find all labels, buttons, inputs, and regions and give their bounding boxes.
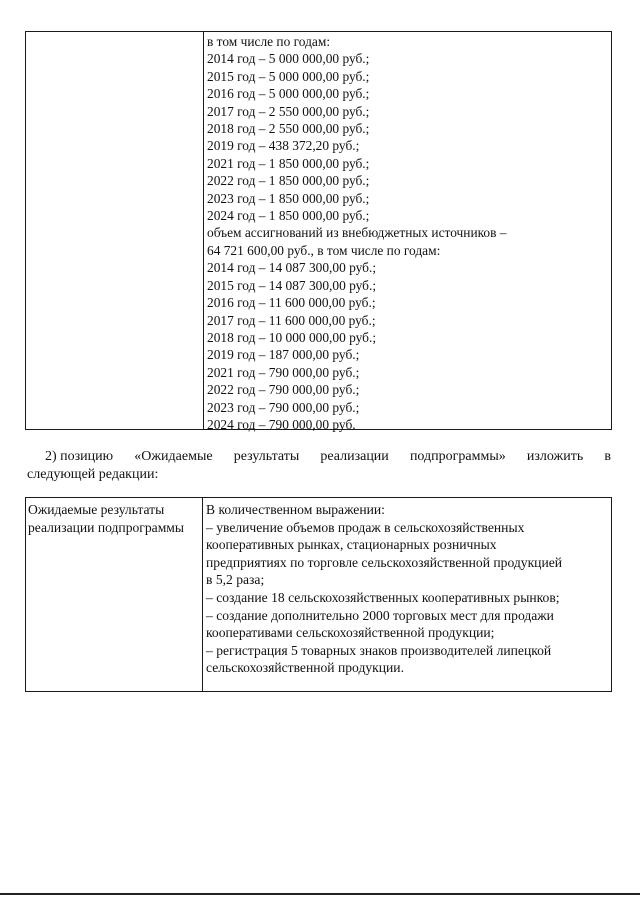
paragraph-word: «Ожидаемые — [134, 449, 213, 464]
expected-results-table — [25, 497, 612, 692]
financing-line: 2022 год – 790 000,00 руб.; — [207, 382, 360, 398]
paragraph-word: подпрограммы» — [409, 449, 506, 464]
financing-line: 2018 год – 2 550 000,00 руб.; — [207, 121, 370, 137]
financing-line: 2021 год – 790 000,00 руб.; — [207, 364, 360, 380]
amendment-paragraph — [27, 448, 611, 484]
expected-results-label: Ожидаемые результаты — [28, 502, 165, 517]
financing-line: 2015 год – 14 087 300,00 руб.; — [207, 277, 377, 293]
financing-line: 2014 год – 5 000 000,00 руб.; — [207, 51, 370, 67]
expected-results-line: – регистрация 5 товарных знаков производителей липецкой — [206, 642, 552, 658]
financing-line: 2016 год – 11 600 000,00 руб.; — [207, 295, 376, 311]
financing-line: 2024 год – 790 000,00 руб. — [207, 416, 356, 432]
amendment-paragraph-line-1 — [27, 448, 611, 466]
financing-line: 2018 год – 10 000 000,00 руб.; — [207, 329, 377, 345]
expected-results-content-cell — [203, 498, 611, 691]
expected-results-line: – увеличение объемов продаж в сельскохозяйственных — [206, 519, 525, 535]
expected-results-line: в 5,2 раза; — [206, 572, 265, 588]
financing-table-right-cell — [204, 32, 611, 432]
financing-line: объем ассигнований из внебюджетных источников – — [207, 225, 507, 241]
financing-line: 2014 год – 14 087 300,00 руб.; — [207, 260, 377, 276]
financing-table — [25, 31, 612, 430]
financing-table-left-cell — [26, 32, 204, 429]
financing-line: 2021 год – 1 850 000,00 руб.; — [207, 155, 370, 171]
financing-line: 2022 год – 1 850 000,00 руб.; — [207, 173, 370, 189]
expected-results-line: кооперативных рынках, стационарных розничных — [206, 537, 497, 553]
paragraph-word: 2) позицию — [45, 449, 114, 464]
financing-line: 2024 год – 1 850 000,00 руб.; — [207, 208, 370, 224]
financing-line: 2017 год – 11 600 000,00 руб.; — [207, 312, 376, 328]
expected-results-line: – создание дополнительно 2000 торговых мест для продажи — [206, 607, 554, 623]
expected-results-label-cell — [26, 498, 203, 691]
financing-line: в том числе по годам: — [207, 34, 331, 49]
expected-results-line: В количественном выражении: — [206, 502, 385, 517]
expected-results-line: сельскохозяйственной продукции. — [206, 660, 404, 676]
paragraph-word: в — [604, 449, 611, 464]
financing-line: 64 721 600,00 руб., в том числе по годам: — [207, 242, 441, 258]
financing-line: 2016 год – 5 000 000,00 руб.; — [207, 86, 370, 102]
amendment-paragraph-line-2: следующей редакции: — [27, 467, 159, 482]
page-bottom-rule — [0, 893, 640, 895]
expected-results-line: предприятиях по торговле сельскохозяйственной продукцией — [206, 554, 563, 570]
expected-results-label: реализации подпрограммы — [28, 519, 185, 535]
financing-line: 2023 год – 1 850 000,00 руб.; — [207, 190, 370, 206]
expected-results-line: кооперативами сельскохозяйственной продукции; — [206, 625, 495, 641]
financing-line: 2023 год – 790 000,00 руб.; — [207, 399, 360, 415]
paragraph-word: реализации — [320, 449, 389, 464]
financing-line: 2019 год – 187 000,00 руб.; — [207, 347, 360, 363]
paragraph-word: изложить — [526, 449, 584, 464]
financing-line: 2015 год – 5 000 000,00 руб.; — [207, 68, 370, 84]
financing-line: 2017 год – 2 550 000,00 руб.; — [207, 103, 370, 119]
financing-line: 2019 год – 438 372,20 руб.; — [207, 138, 360, 154]
paragraph-word: результаты — [233, 449, 300, 464]
expected-results-line: – создание 18 сельскохозяйственных кооперативных рынков; — [206, 589, 560, 605]
